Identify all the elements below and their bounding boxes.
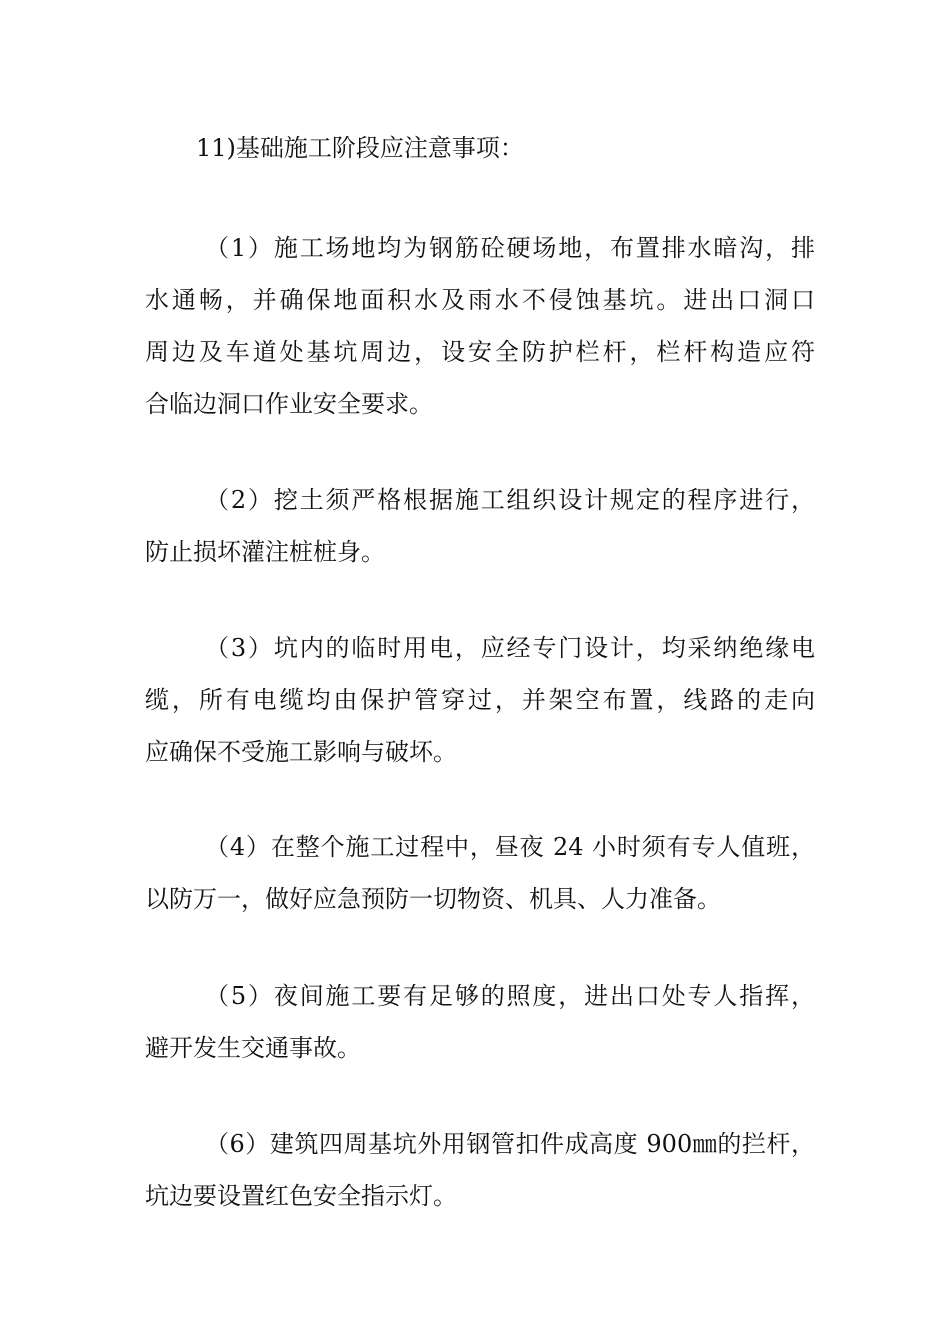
paragraph-line: 以防万一，做好应急预防一切物资、机具、人力准备。 <box>145 885 721 913</box>
paragraph-1 <box>145 222 815 430</box>
paragraph-line: 防止损坏灌注桩桩身。 <box>145 538 385 566</box>
paragraph-line: 合临边洞口作业安全要求。 <box>145 390 433 418</box>
paragraph-line: 水通畅，并确保地面积水及雨水不侵蚀基坑。进出口洞口 <box>145 286 815 314</box>
paragraph-line: （5）夜间施工要有足够的照度，进出口处专人指挥， <box>205 982 815 1010</box>
paragraph-line: 缆，所有电缆均由保护管穿过，并架空布置，线路的走向 <box>145 686 815 714</box>
paragraph-line: （2）挖土须严格根据施工组织设计规定的程序进行， <box>205 486 815 514</box>
paragraph-5 <box>145 970 815 1074</box>
paragraph-line: （6）建筑四周基坑外用钢管扣件成高度 900㎜的拦杆， <box>205 1130 815 1158</box>
paragraph-4 <box>145 821 815 925</box>
paragraph-line: 避开发生交通事故。 <box>145 1034 361 1062</box>
paragraph-line: （3）坑内的临时用电，应经专门设计，均采纳绝缘电 <box>205 634 815 662</box>
paragraph-line: （1）施工场地均为钢筋砼硬场地，布置排水暗沟，排 <box>205 234 815 262</box>
paragraph-2 <box>145 474 815 578</box>
paragraph-line: 周边及车道处基坑周边，设安全防护栏杆，栏杆构造应符 <box>145 338 815 366</box>
paragraph-line: （4）在整个施工过程中，昼夜 24 小时须有专人值班， <box>205 833 815 861</box>
paragraph-3 <box>145 622 815 778</box>
paragraph-line: 应确保不受施工影响与破坏。 <box>145 738 457 766</box>
section-heading: 11)基础施工阶段应注意事项： <box>196 134 524 162</box>
paragraph-6 <box>145 1118 815 1222</box>
paragraph-line: 坑边要设置红色安全指示灯。 <box>145 1182 457 1210</box>
